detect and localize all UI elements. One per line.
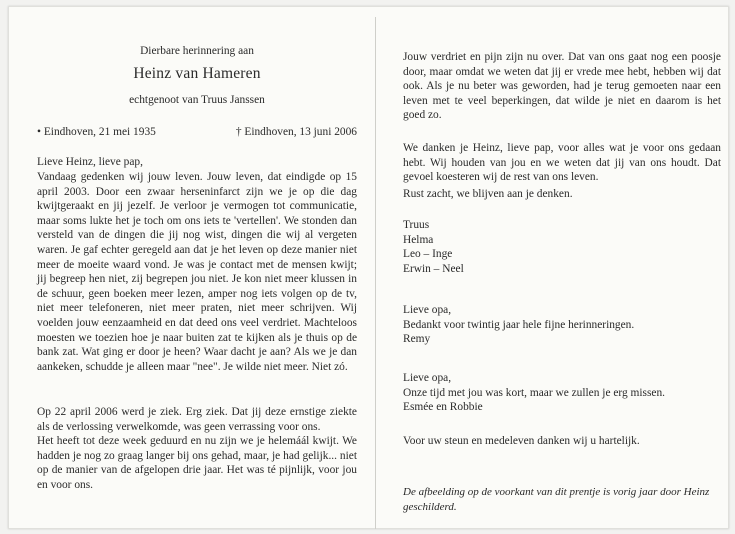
rest-line: Rust zacht, we blijven aan je denken. xyxy=(403,188,573,200)
greeting: Lieve Heinz, lieve pap, xyxy=(37,156,143,168)
family-member: Erwin – Neel xyxy=(403,262,464,275)
message-text: Bedankt voor twintig jaar hele fijne herinneringen. xyxy=(403,318,635,331)
thanks-line: Voor uw steun en medeleven danken wij u hartelijk. xyxy=(403,435,640,447)
fold-line xyxy=(375,17,376,529)
paragraph-group xyxy=(37,405,357,493)
right-paragraph-2: We danken je Heinz, lieve pap, voor alles wat je voor ons gedaan hebt. Wij houden van jou en we weten dat jij van ons houdt. Dat gevoel koesteren wij de rest van ons leven. xyxy=(403,142,721,184)
grandchild-message-2 xyxy=(403,371,721,415)
deceased-name: Heinz van Hameren xyxy=(133,65,261,82)
paragraph-2: Op 22 april 2006 werd je ziek. Erg ziek. Dat jij deze ernstige ziekte als de verlossing verwelkomde, was geen verrassing voor ons. xyxy=(37,406,357,433)
message-signature: Remy xyxy=(403,333,431,346)
cover-note: De afbeelding op de voorkant van dit prentje is vorig jaar door Heinz geschilderd. xyxy=(403,486,710,513)
grandchild-message-1 xyxy=(403,303,721,347)
paragraph-1: Vandaag gedenken wij jouw leven. Jouw leven, dat eindigde op 15 april 2003. Door een zwaar herseninfarct zijn we je op die dag kwijtgeraakt en jij jezelf. Je verloor je vermogen tot communicatie, maar soms lukte het je toch om ons iets te 'vertellen'. We stonden dan versteld van de dingen die jij nog wist, dingen die wij al vergeten waren. Je gaf echter geregeld aan dat je het leven op deze manier niet meer de moeite waard vond. Je was je contact met de mensen kwijt; jij begreep hen niet, zij begrepen jou niet. Je kon niet meer klussen in de schuur, geen boeken meer lezen, amper nog iets volgen op de tv, niet meer telefoneren, niet meer praten, niet meer schrijven. Wij voelden jouw eenzaamheid en dat deed ons veel verdriet. Machteloos moesten we toezien hoe je naar buiten zat te kijken als je thuis op de bank zat. Wat ging er door je heen? Waar dacht je aan? Als we je dan aankeken, schudde je alleen maar "nee". Je wilde niet meer. Niet zó. xyxy=(37,171,357,373)
birth-date: • Eindhoven, 21 mei 1935 xyxy=(37,126,156,138)
right-paragraph-1: Jouw verdriet en pijn zijn nu over. Dat van ons gaat nog een poosje door, maar omdat we weten dat jij er vrede mee hebt, hebben wij dat ook. Als je nu beter was geworden, had je terug gemoeten naar een leven met te veel beperkingen, dat wilde je niet en daarom is het goed zo. xyxy=(403,51,721,122)
message-greeting: Lieve opa, xyxy=(403,372,452,384)
spouse-line: echtgenoot van Truus Janssen xyxy=(129,94,265,106)
message-text: Onze tijd met jou was kort, maar we zullen je erg missen. xyxy=(403,386,666,399)
message-signature: Esmée en Robbie xyxy=(403,401,483,414)
family-member: Leo – Inge xyxy=(403,248,453,261)
family-list xyxy=(403,218,721,276)
memorial-card xyxy=(8,6,729,529)
paragraph-3: Het heeft tot deze week geduurd en nu zijn we je helemáál kwijt. We hadden je nog zo graag langer bij ons gehad, maar, je had gelijk... niet op de manier van de afgelopen drie jaar. Het was té pijnlijk, voor jou en voor ons. xyxy=(37,435,357,491)
death-date: † Eindhoven, 13 juni 2006 xyxy=(235,126,357,138)
family-member: Truus xyxy=(403,219,430,231)
family-member: Helma xyxy=(403,233,434,246)
intro-text: Dierbare herinnering aan xyxy=(140,45,254,57)
message-greeting: Lieve opa, xyxy=(403,304,452,316)
